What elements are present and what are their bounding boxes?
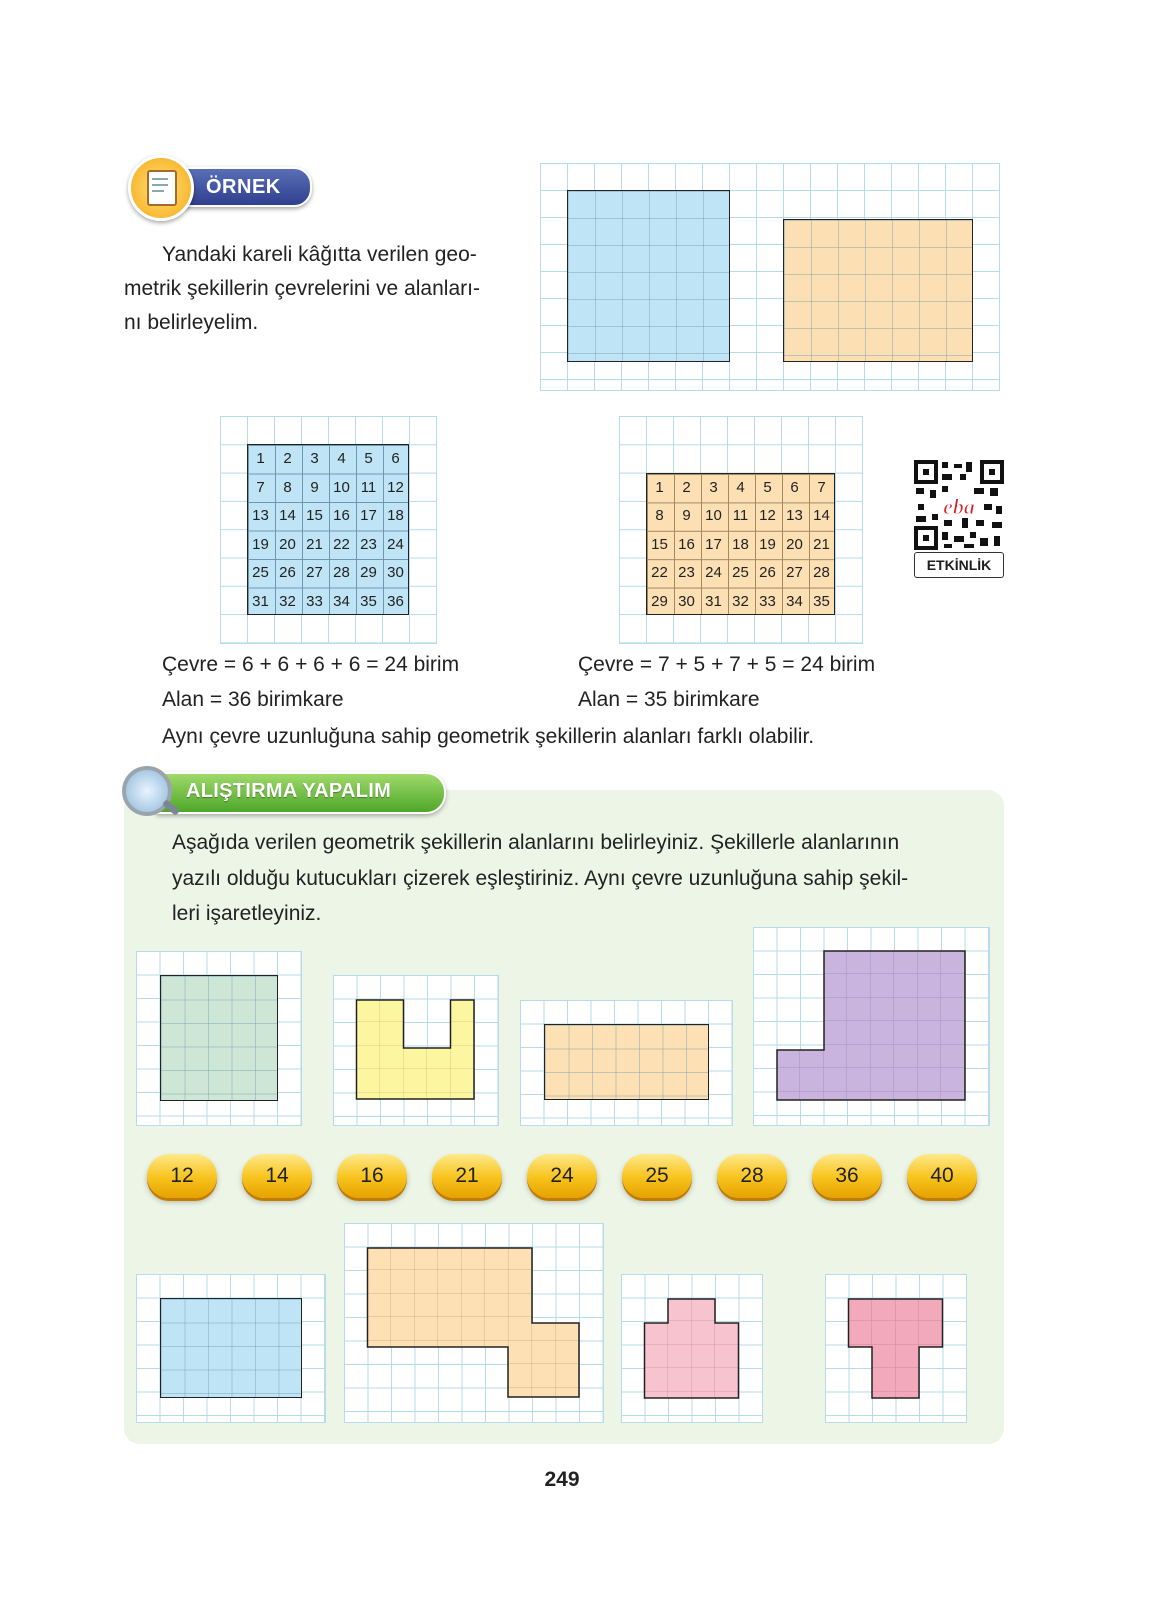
grid-yellow-u <box>333 975 499 1126</box>
square-cell-24: 24 <box>387 535 404 553</box>
shape-green-square <box>160 975 278 1101</box>
rect-cell-27: 27 <box>786 564 803 582</box>
square-cell-33: 33 <box>306 592 323 610</box>
answer-pill-40[interactable]: 40 <box>907 1154 977 1198</box>
rect-cell-15: 15 <box>651 535 668 553</box>
answer-pill-12[interactable]: 12 <box>147 1154 217 1198</box>
numbered-square-grid <box>220 416 437 644</box>
square-cell-34: 34 <box>333 592 350 610</box>
square-cell-11: 11 <box>360 478 377 496</box>
shape-peach-step <box>344 1223 603 1422</box>
rect-cell-28: 28 <box>813 564 830 582</box>
rect-cell-19: 19 <box>759 535 776 553</box>
shape-purple-l <box>753 927 989 1125</box>
rect-cell-16: 16 <box>678 535 695 553</box>
exercise-badge-label: ALIŞTIRMA YAPALIM <box>186 780 392 802</box>
square-cell-28: 28 <box>333 564 350 581</box>
square-cell-3: 3 <box>310 450 319 467</box>
answer-pill-16[interactable]: 16 <box>337 1154 407 1198</box>
shape-pink-t <box>825 1274 966 1422</box>
rect-cell-10: 10 <box>705 507 722 525</box>
square-cell-26: 26 <box>279 564 296 581</box>
exercise-instruction-line-1: Aşağıda verilen geometrik şekillerin alanlarını belirleyiniz. Şekillerle alanlarının <box>172 831 900 854</box>
answer-pill-28[interactable]: 28 <box>717 1154 787 1198</box>
square-cell-13: 13 <box>252 507 269 524</box>
square-cell-25: 25 <box>252 564 269 581</box>
square-cell-12: 12 <box>387 478 404 496</box>
rect-cell-13: 13 <box>786 507 803 525</box>
grid-pink-house <box>621 1274 763 1423</box>
qr-code[interactable] <box>914 460 1004 578</box>
square-cell-19: 19 <box>252 535 269 553</box>
square-cell-23: 23 <box>360 535 377 553</box>
square-cell-4: 4 <box>337 450 346 467</box>
rect-cell-32: 32 <box>732 592 749 610</box>
rect-cell-20: 20 <box>786 535 803 553</box>
shape-blue-rect <box>160 1298 302 1398</box>
grid-blue-rect <box>136 1274 326 1423</box>
page-number: 249 <box>544 1468 580 1491</box>
example-rectangle <box>783 219 973 362</box>
exercise-instruction-line-3: leri işaretleyiniz. <box>172 902 322 925</box>
rect-cell-23: 23 <box>678 564 695 582</box>
answer-pill-24[interactable]: 24 <box>527 1154 597 1198</box>
rect-cell-6: 6 <box>790 479 799 496</box>
rect-cell-8: 8 <box>655 507 664 525</box>
example-grid-paper <box>540 163 1000 391</box>
svg-text:eba: eba <box>943 494 975 519</box>
shape-pink-house <box>621 1274 762 1422</box>
square-cell-18: 18 <box>387 507 404 524</box>
shape-peach-rect <box>544 1024 709 1100</box>
qr-code-image <box>914 460 1004 550</box>
square-cell-31: 31 <box>252 592 269 610</box>
square-cell-10: 10 <box>333 478 350 496</box>
clipboard-icon <box>128 155 194 221</box>
square-cell-2: 2 <box>283 450 292 467</box>
exercise-instruction-line-2: yazılı olduğu kutucukları çizerek eşleştiriniz. Aynı çevre uzunluğuna sahip şekil- <box>172 867 909 890</box>
numbered-rect-grid <box>619 416 863 644</box>
rect-cell-26: 26 <box>759 564 776 582</box>
square-cell-6: 6 <box>391 450 400 467</box>
square-cell-27: 27 <box>306 564 323 581</box>
rect-cell-4: 4 <box>736 479 745 496</box>
square-cell-21: 21 <box>306 535 323 553</box>
rect-cell-22: 22 <box>651 564 668 582</box>
square-cell-35: 35 <box>360 592 377 610</box>
square-cell-15: 15 <box>306 507 323 524</box>
grid-peach-step <box>344 1223 604 1423</box>
rect-cell-31: 31 <box>705 592 722 610</box>
rect-cell-17: 17 <box>705 535 722 553</box>
square-cell-7: 7 <box>256 478 265 496</box>
square-cell-9: 9 <box>310 478 319 496</box>
rect-cell-30: 30 <box>678 592 695 610</box>
shape-yellow-u <box>333 975 498 1125</box>
example-intro-line-2: metrik şekillerin çevrelerini ve alanları- <box>124 277 480 300</box>
square-cell-14: 14 <box>279 507 296 524</box>
square-cell-22: 22 <box>333 535 350 553</box>
grid-pink-t <box>825 1274 967 1423</box>
square-perimeter: Çevre = 6 + 6 + 6 + 6 = 24 birim <box>162 653 460 676</box>
square-cell-8: 8 <box>283 478 292 496</box>
rect-area: Alan = 35 birimkare <box>578 688 760 711</box>
square-cell-36: 36 <box>387 592 404 610</box>
rect-cell-21: 21 <box>813 535 830 553</box>
rect-perimeter: Çevre = 7 + 5 + 7 + 5 = 24 birim <box>578 653 876 676</box>
square-area: Alan = 36 birimkare <box>162 688 344 711</box>
rect-cell-35: 35 <box>813 592 830 610</box>
answer-pill-36[interactable]: 36 <box>812 1154 882 1198</box>
example-intro-line-1: Yandaki kareli kâğıtta verilen geo- <box>162 243 477 266</box>
etkinlik-label: ETKİNLİK <box>914 552 1004 578</box>
square-cell-30: 30 <box>387 564 404 581</box>
rect-cell-7: 7 <box>817 479 826 496</box>
rect-cell-9: 9 <box>682 507 691 525</box>
square-cell-20: 20 <box>279 535 296 553</box>
rect-cell-5: 5 <box>763 479 772 496</box>
magnifier-icon <box>122 766 172 816</box>
rect-cell-2: 2 <box>682 479 691 496</box>
example-intro-line-3: nı belirleyelim. <box>124 311 259 334</box>
example-badge-label: ÖRNEK <box>206 176 281 198</box>
rect-cell-11: 11 <box>732 507 749 525</box>
square-cell-29: 29 <box>360 564 377 581</box>
grid-purple-l <box>753 927 990 1126</box>
example-square <box>567 190 730 362</box>
grid-green-square <box>136 951 302 1126</box>
square-cell-16: 16 <box>333 507 350 524</box>
square-cell-1: 1 <box>256 450 265 467</box>
square-cell-32: 32 <box>279 592 296 610</box>
example-conclusion: Aynı çevre uzunluğuna sahip geometrik şekillerin alanları farklı olabilir. <box>162 725 815 748</box>
rect-cell-3: 3 <box>709 479 718 496</box>
example-badge <box>128 155 310 215</box>
rect-cell-29: 29 <box>651 592 668 610</box>
answer-pill-21[interactable]: 21 <box>432 1154 502 1198</box>
rect-cell-1: 1 <box>655 479 664 496</box>
grid-peach-rect <box>520 1000 733 1126</box>
rect-cell-14: 14 <box>813 507 830 525</box>
rect-cell-25: 25 <box>732 564 749 582</box>
rect-cell-33: 33 <box>759 592 776 610</box>
answer-pill-25[interactable]: 25 <box>622 1154 692 1198</box>
rect-cell-34: 34 <box>786 592 803 610</box>
rect-cell-18: 18 <box>732 535 749 553</box>
square-cell-5: 5 <box>364 450 373 467</box>
exercise-badge <box>116 764 446 820</box>
rect-cell-24: 24 <box>705 564 722 582</box>
rect-cell-12: 12 <box>759 507 776 525</box>
square-cell-17: 17 <box>360 507 377 524</box>
answer-pill-14[interactable]: 14 <box>242 1154 312 1198</box>
